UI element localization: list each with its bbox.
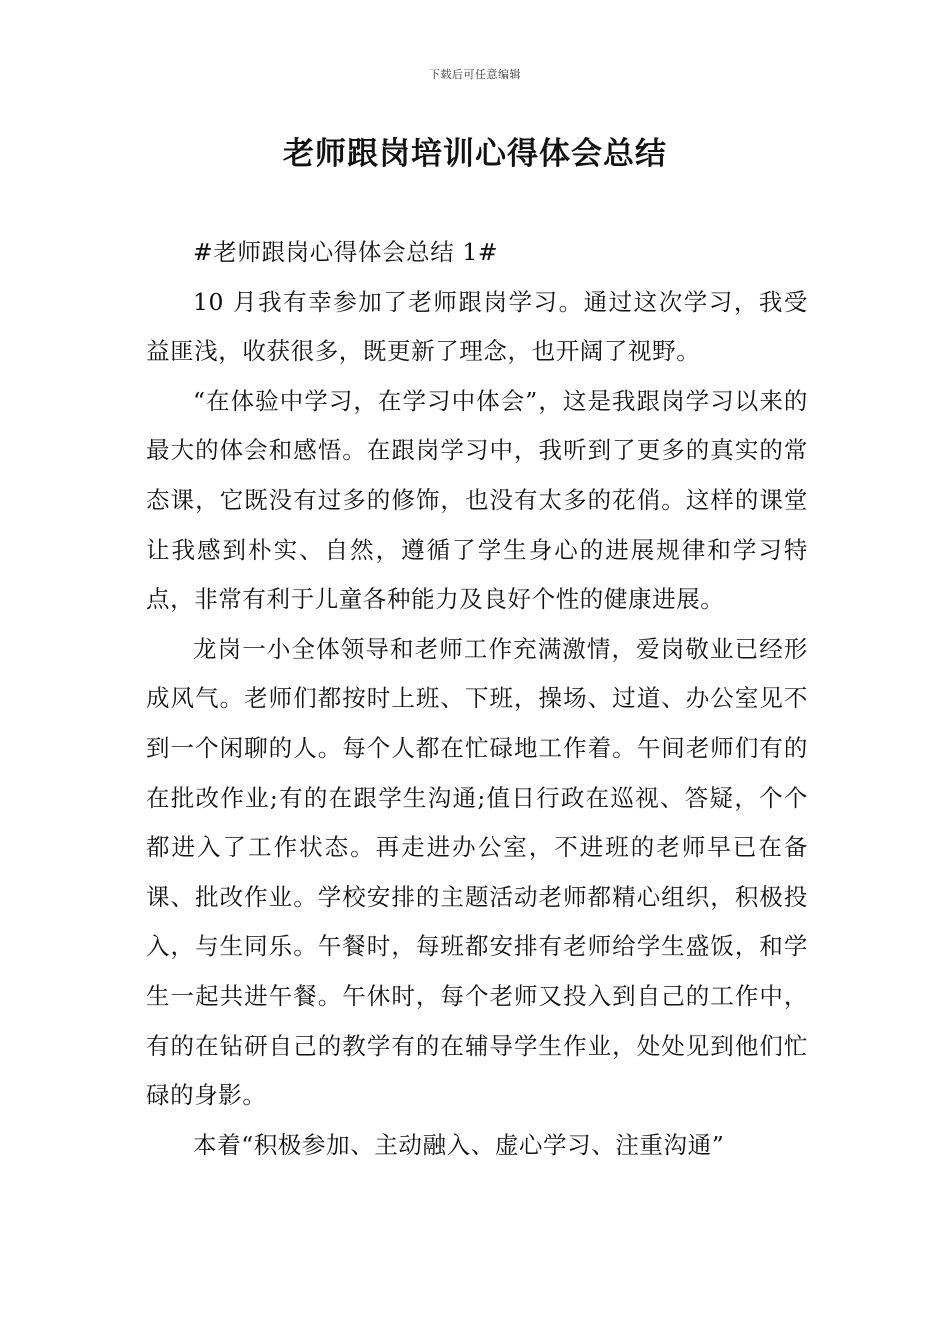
paragraph-4: 本着“积极参加、主动融入、虚心学习、注重沟通” <box>193 1130 725 1159</box>
document-body <box>146 228 808 1170</box>
paragraph-1: 10 月我有幸参加了老师跟岗学习。通过这次学习，我受益匪浅，收获很多，既更新了理念，也开阔了视野。 <box>146 287 808 366</box>
document-title: 老师跟岗培训心得体会总结 <box>283 136 667 172</box>
header-note: 下载后可任意编辑 <box>429 68 521 81</box>
section-heading: #老师跟岗心得体会总结 1# <box>193 238 499 266</box>
paragraph-2: “在体验中学习，在学习中体会”，这是我跟岗学习以来的最大的体会和感悟。在跟岗学习中，我听到了更多的真实的常态课，它既没有过多的修饰，也没有太多的花俏。这样的课堂让我感到朴实、自然，遵循了学生身心的进展规律和学习特点，非常有利于儿童各种能力及良好个性的健康进展。 <box>146 386 808 614</box>
paragraph-3: 龙岗一小全体领导和老师工作充满激情，爱岗敬业已经形成风气。老师们都按时上班、下班，操场、过道、办公室见不到一个闲聊的人。每个人都在忙碌地工作着。午间老师们有的在批改作业;有的在跟学生沟通;值日行政在巡视、答疑，个个都进入了工作状态。再走进办公室，不进班的老师早已在备课、批改作业。学校安排的主题活动老师都精心组织，积极投入，与生同乐。午餐时，每班都安排有老师给学生盛饭，和学生一起共进午餐。午休时，每个老师又投入到自己的工作中，有的在钻研自己的教学有的在辅导学生作业，处处见到他们忙碌的身影。 <box>146 634 808 1110</box>
